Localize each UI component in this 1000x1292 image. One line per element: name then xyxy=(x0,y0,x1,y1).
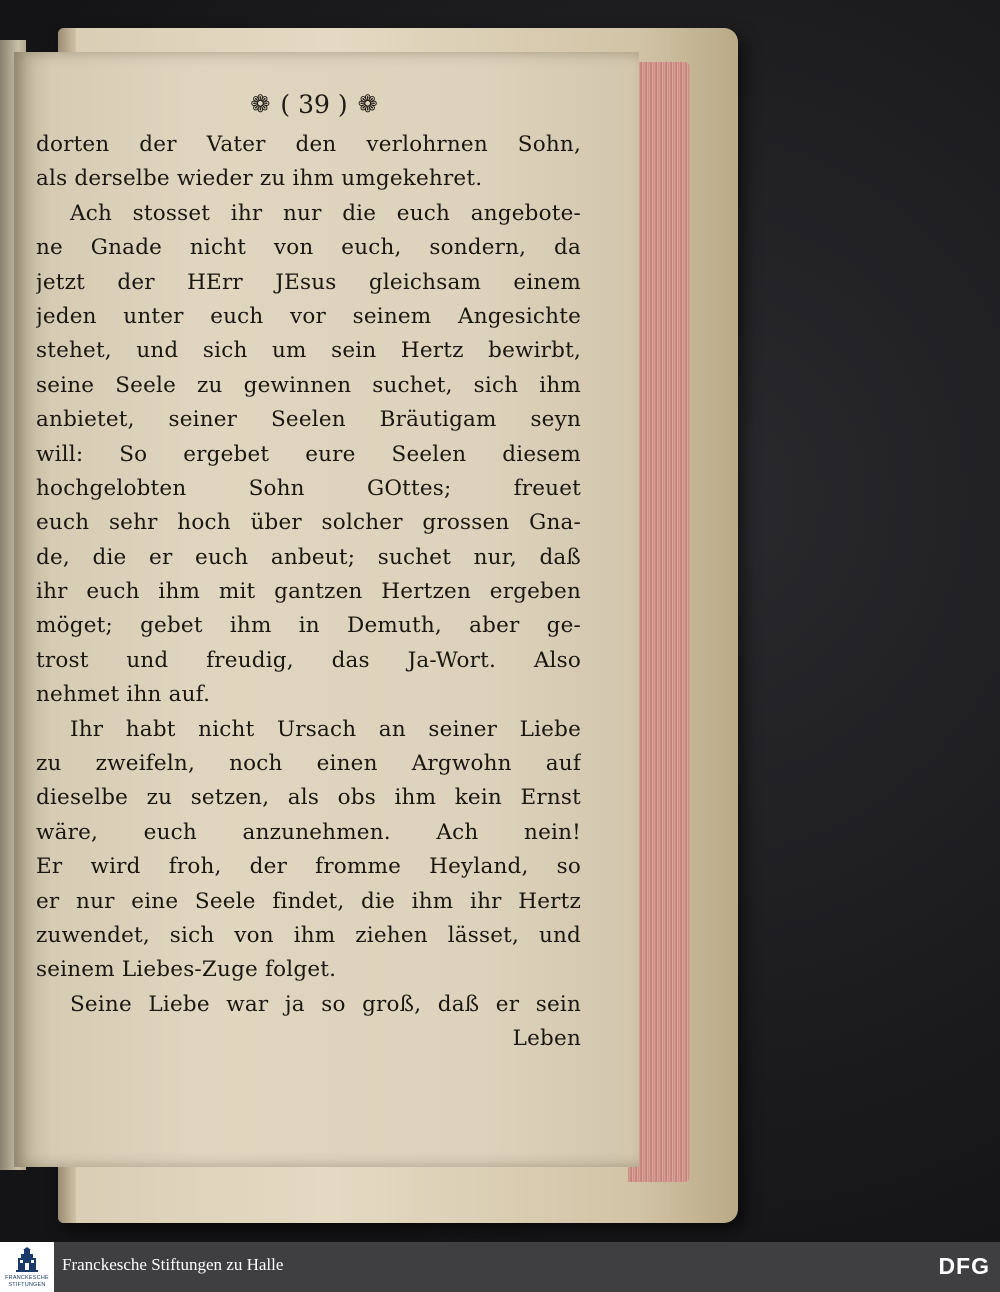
text-line: er nur eine Seele findet, die ihm ihr Hertz xyxy=(36,888,581,914)
dfg-logo[interactable]: DFG xyxy=(938,1253,990,1279)
franckesche-logo[interactable] xyxy=(0,1242,54,1292)
text-line: trost und freudig, das Ja-Wort. Also xyxy=(36,647,581,673)
logo-text-line2: STIFTUNGEN xyxy=(8,1282,46,1288)
text-line: ne Gnade nicht von euch, sondern, da xyxy=(36,235,581,261)
book-page xyxy=(14,52,639,1167)
text-line: zuwendet, sich von ihm ziehen lässet, und xyxy=(36,922,581,948)
text-line: seinem Liebes-Zuge folget. xyxy=(36,957,337,983)
institution-name: Franckesche Stiftungen zu Halle xyxy=(62,1255,284,1274)
text-line: dieselbe zu setzen, als obs ihm kein Ernst xyxy=(36,785,581,811)
text-line: anbietet, seiner Seelen Bräutigam seyn xyxy=(36,407,581,433)
text-line: möget; gebet ihm in Demuth, aber ge- xyxy=(36,613,581,639)
footer-bar xyxy=(0,1242,1000,1292)
text-line: hochgelobten Sohn GOttes; freuet xyxy=(36,475,581,501)
text-line: euch sehr hoch über solcher grossen Gna- xyxy=(36,510,581,536)
ornament-right-icon: ❁ xyxy=(357,90,378,118)
text-line: seine Seele zu gewinnen suchet, sich ihm xyxy=(36,372,581,398)
page-header xyxy=(214,84,414,124)
logo-text-line1: FRANCKESCHE xyxy=(5,1275,49,1281)
text-line: Er wird froh, der fromme Heyland, so xyxy=(36,854,581,880)
page-text xyxy=(36,128,581,1057)
text-line: dorten der Vater den verlohrnen Sohn, xyxy=(36,132,581,157)
text-line: de, die er euch anbeut; suchet nur, daß xyxy=(36,544,581,570)
text-line: nehmet ihn auf. xyxy=(36,682,211,708)
orphanage-building-icon xyxy=(15,1247,39,1273)
text-line: jetzt der HErr JEsus gleichsam einem xyxy=(36,269,581,295)
catchword: Leben xyxy=(512,1026,581,1052)
text-line: als derselbe wieder zu ihm umgekehret. xyxy=(36,166,483,192)
page-number: ( 39 ) xyxy=(280,89,348,119)
text-line: wäre, euch anzunehmen. Ach nein! xyxy=(36,819,581,845)
text-line: Ach stosset ihr nur die euch angebote- xyxy=(70,200,581,226)
text-line: Ihr habt nicht Ursach an seiner Liebe xyxy=(70,716,581,742)
text-line: will: So ergebet eure Seelen diesem xyxy=(36,441,581,467)
text-line: ihr euch ihm mit gantzen Hertzen ergeben xyxy=(36,579,581,605)
text-line: stehet, und sich um sein Hertz bewirbt, xyxy=(36,338,581,364)
ornament-left-icon: ❁ xyxy=(250,90,271,118)
text-line: zu zweifeln, noch einen Argwohn auf xyxy=(36,751,581,777)
text-line: Seine Liebe war ja so groß, daß er sein xyxy=(70,991,581,1017)
text-line: jeden unter euch vor seinem Angesichte xyxy=(36,303,581,329)
